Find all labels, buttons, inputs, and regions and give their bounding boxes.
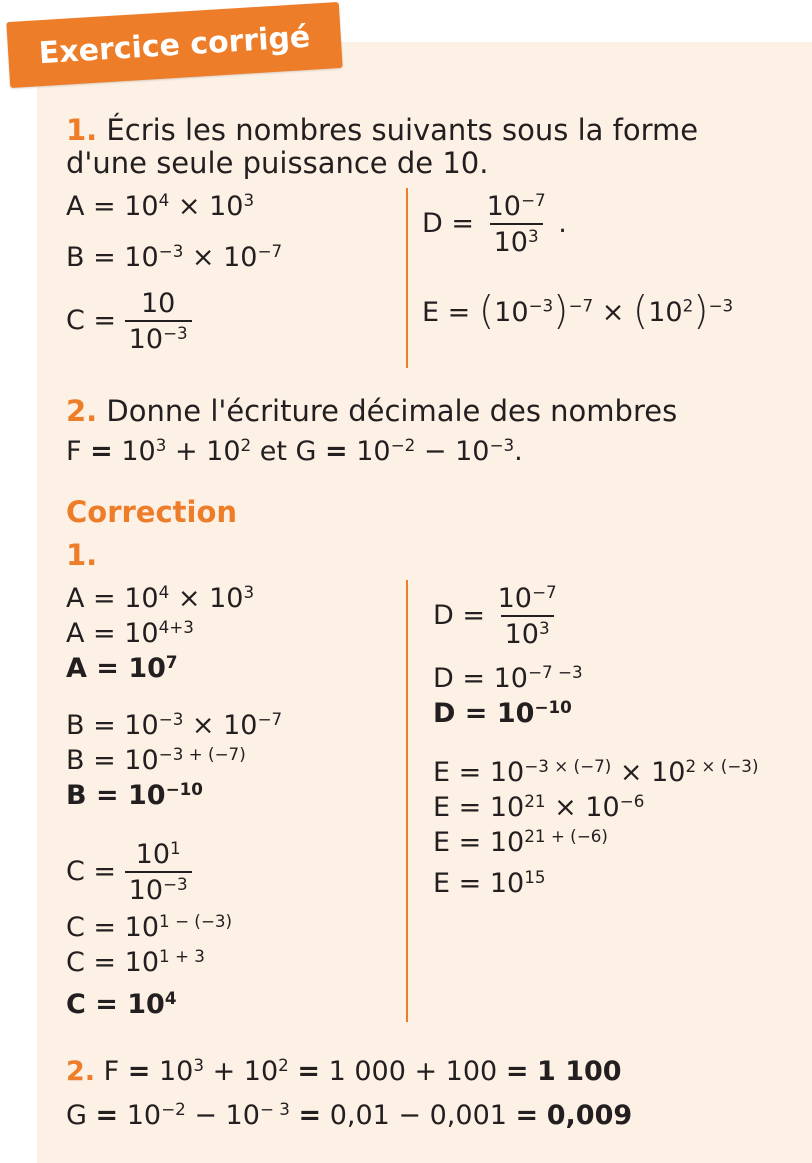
G-result: 0,009	[546, 1100, 633, 1131]
corr-F-line: 2. $F = 10^3 + 10^2 = 1$ 000 + 100 = 1 100	[66, 1054, 622, 1087]
corr-D-line2: $D = 10^{-7 -3}$	[433, 661, 583, 694]
corr-B-result: $B = 10^{-10}$	[66, 778, 203, 811]
q1-statement-line2: d'une seule puissance de 10.	[66, 146, 489, 180]
q1-expr-B: $B = 10^{-3} \times 10^{-7}$	[66, 240, 283, 273]
q2-statement-line2: $F = 10^3 + 10^2$ et $G = 10^{-2} - 10^{-3}$.	[66, 434, 523, 467]
correction-part2-number: 2.	[66, 1056, 96, 1087]
corr-B-line1: $B = 10^{-3} \times 10^{-7}$	[66, 708, 283, 741]
q1-statement-line1: 1. Écris les nombres suivants sous la forme	[66, 113, 699, 147]
q1-expr-E: $E = (10^{-3})^{-7} \times (10^2)^{-3}$	[422, 289, 734, 334]
correction-title: Correction	[66, 495, 238, 529]
corr-C-line1: C = $\frac{10^1}{10^{-3}}$	[66, 841, 192, 904]
corr-D-line1: D = $\frac{10^{-7}}{10^3}$	[433, 581, 557, 650]
q1-expr-A: $A = 10^4 \times 10^3$	[66, 189, 255, 222]
q2-statement-line1: 2. Donne l'écriture décimale des nombres	[66, 394, 678, 428]
q1-number: 1.	[66, 113, 98, 147]
exercise-title: Exercice corrigé	[37, 19, 312, 71]
corr-C-result: $C = 10^4$	[66, 987, 177, 1020]
corr-E-line1: $E = 10^{-3 \times (-7)} \times 10^{2 \times (-3)}$	[433, 755, 759, 788]
q1-separator	[406, 188, 408, 368]
q2-number: 2.	[66, 394, 98, 428]
corr-A-result: $A = 10^7$	[66, 651, 178, 684]
q1-expr-C: C = $\frac{10}{10^{-3}}$	[66, 290, 192, 353]
corr-C-line3: $C = 10^{1 + 3}$	[66, 945, 205, 978]
corr-E-line3: $E = 10^{21 + (-6)}$	[433, 825, 608, 858]
q1-expr-D: D = $\frac{10^{-7}}{10^3}$ .	[422, 189, 567, 258]
F-result: 1 100	[537, 1056, 622, 1087]
corr-E-line2: $E = 10^{21} \times 10^{-6}$	[433, 790, 645, 823]
corr-A-line2: $A = 10^{4+3}$	[66, 616, 194, 649]
corr-G-line: $G = 10^{-2} - 10^{- 3} = 0,01 - 0,001 = 0,009$	[66, 1098, 633, 1131]
corr-A-line1: $A = 10^4 \times 10^3$	[66, 581, 255, 614]
correction-part1-number: 1.	[66, 538, 98, 572]
corr-B-line2: $B = 10^{-3 + (-7)}$	[66, 743, 246, 776]
corr-E-result: $E = 10^{15}$	[433, 866, 546, 899]
corr-D-result: $D = 10^{-10}$	[433, 696, 572, 729]
correction-separator	[406, 580, 408, 1022]
corr-C-line2: $C = 10^{1 - (-3)}$	[66, 910, 233, 943]
